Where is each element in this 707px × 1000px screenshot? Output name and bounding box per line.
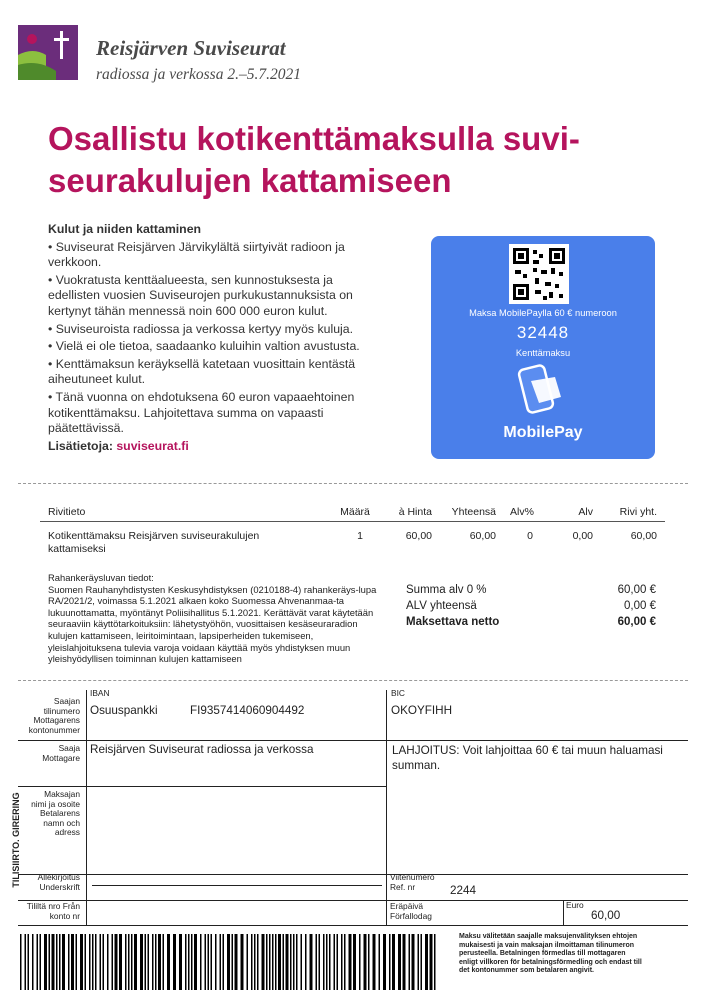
row-vat: 0,00: [572, 530, 593, 542]
org-title: Reisjärven Suviseurat: [96, 36, 286, 60]
barcode-bar: [272, 934, 274, 990]
info-block: [48, 222, 388, 454]
barcode-bar: [392, 934, 395, 990]
barcode-bar: [28, 934, 30, 990]
barcode-bar: [125, 934, 127, 990]
summary-value-3: 60,00 €: [617, 616, 656, 628]
barcode-bar: [257, 934, 259, 990]
reference-value: 2244: [450, 884, 477, 897]
barcode-bar: [329, 934, 331, 990]
form-line: [18, 740, 688, 741]
account-label: Saajan tilinumero Mottagarens kontonummer: [28, 696, 80, 735]
row-qty: 1: [357, 530, 363, 542]
iban-value: FI9357414060904492: [190, 704, 305, 717]
col-price: à Hinta: [398, 506, 432, 518]
col-total: Yhteensä: [451, 506, 496, 518]
euro-label: Euro: [566, 900, 584, 910]
mobilepay-number: 32448: [516, 323, 570, 342]
barcode-bar: [211, 934, 213, 990]
qr-code-icon: [509, 244, 569, 304]
bic-label: BIC: [391, 688, 405, 698]
barcode-bar: [379, 934, 381, 990]
info-item: • Vuokratusta kenttäalueesta, sen kunnostuksesta ja edellisten vuosien Suviseurojen purkukustannuksista on kertynyt tähän mennessä noin 600 000 euron kulut.: [48, 272, 353, 318]
giro-side-label: TILISIIRTO. GIRERING: [11, 792, 21, 888]
barcode-bar: [208, 934, 210, 990]
barcode-bar: [49, 934, 51, 990]
barcode-bar: [40, 934, 42, 990]
barcode-bar: [319, 934, 321, 990]
barcode-bar: [145, 934, 147, 990]
barcode-bar: [128, 934, 130, 990]
row-total: 60,00: [469, 530, 496, 542]
barcode-bar: [305, 934, 307, 990]
barcode-bar: [373, 934, 376, 990]
barcode-bar: [409, 934, 411, 990]
barcode-bar: [227, 934, 230, 990]
barcode-bar: [334, 934, 336, 990]
barcode-bar: [412, 934, 415, 990]
barcode-bar: [59, 934, 61, 990]
summary-label-2: ALV yhteensä: [406, 600, 477, 612]
barcode-bar: [37, 934, 39, 990]
barcode-bar: [247, 934, 249, 990]
barcode-bar: [323, 934, 325, 990]
barcode-bar: [421, 934, 423, 990]
mobilepay-purpose: Kenttämaksu: [515, 348, 571, 358]
summary-label-3: Maksettava netto: [406, 616, 500, 628]
barcode-bar: [52, 934, 55, 990]
form-line: [18, 786, 386, 787]
phone-icon: [517, 363, 565, 415]
barcode-bar: [179, 934, 182, 990]
logo: [18, 25, 78, 80]
barcode-bar: [44, 934, 47, 990]
barcode-bar: [434, 934, 436, 990]
barcode-bar: [119, 934, 122, 990]
barcode-bar: [269, 934, 271, 990]
barcode-bar: [283, 934, 285, 990]
barcode-bar: [353, 934, 356, 990]
barcode-bar: [185, 934, 187, 990]
barcode-bar: [62, 934, 65, 990]
info-item: • Suviseurat Reisjärven Järvikylältä siirtyivät radioon ja verkkoon.: [48, 239, 345, 270]
mobilepay-logo: MobilePay: [503, 424, 583, 441]
barcode-bar: [85, 934, 87, 990]
col-item: Rivitieto: [48, 506, 86, 518]
header-rule: [40, 521, 665, 522]
barcode-bar: [76, 934, 78, 990]
barcode-bar: [95, 934, 97, 990]
col-qty: Määrä: [340, 506, 370, 518]
barcode-bar: [215, 934, 217, 990]
barcode-bar: [92, 934, 94, 990]
summary-value-1: 60,00 €: [617, 584, 656, 596]
barcode-bar: [80, 934, 83, 990]
barcode-bar: [25, 934, 27, 990]
from-account-label: Tililtä nro Från konto nr: [26, 901, 80, 921]
barcode-bar: [389, 934, 391, 990]
payment-message: LAHJOITUS: Voit lahjoittaa 60 € tai muun haluamasi summan.: [392, 744, 663, 772]
form-line: [18, 925, 688, 926]
form-line: [18, 900, 688, 901]
form-line: [18, 874, 688, 875]
col-row-total: Rivi yht.: [619, 506, 657, 518]
barcode-bar: [220, 934, 222, 990]
row-item-line-1: Kotikenttämaksu Reisjärven suviseurakulujen: [48, 530, 260, 542]
barcode-bar: [398, 934, 401, 990]
barcode-bar: [89, 934, 91, 990]
barcode-bar: [103, 934, 105, 990]
divider: [18, 483, 688, 484]
form-line: [563, 900, 564, 925]
website-link[interactable]: suviseurat.fi: [116, 438, 189, 453]
barcode-bar: [173, 934, 176, 990]
barcode-bar: [359, 934, 361, 990]
barcode: [20, 934, 440, 990]
barcode-bar: [266, 934, 268, 990]
permit-text: Suomen Rauhanyhdistysten Keskusyhdistyksen (0210188-4) rahankeräys-lupa RA/2021/2, voimassa 5.1.2021 alkaen koko Suomessa Ahvenanmaa-ta lukuunottamatta, myöntänyt Poliisihallitus 5.1.2021. Kerättävät varat käytetään seuraaviin käyttötarkoituksiin: lähetystyöhön, vuosittaisen kesäseuraradion kulujen kattamiseen, leiritoimintaan, lapsiperheiden tukemiseen, yleislahjoituksena tulevia varoja voidaan käyttää myös yhdistyksen muun yleishyödyllisen toiminnan kulujen kattamiseen: [48, 583, 377, 665]
barcode-bar: [275, 934, 277, 990]
payment-disclaimer: Maksu välitetään saajalle maksujenvälityksen ehtojen mukaisesti ja vain maksajan ilmoittaman tilinumeron perusteella. Betalningen förmedlas till mottagaren enligt villkoren för betalningsförmedling och endast till det kontonummer som betalaren angivit.: [459, 933, 642, 974]
mobilepay-instruction: Maksa MobilePaylla 60 € numeroon: [469, 308, 617, 318]
barcode-bar: [364, 934, 367, 990]
barcode-bar: [293, 934, 295, 990]
barcode-bar: [68, 934, 70, 990]
payer-label: Maksajan nimi ja osoite Betalarens namn och adress: [31, 789, 80, 838]
barcode-bar: [140, 934, 143, 990]
more-info-label: Lisätietoja:: [48, 438, 113, 453]
recipient-value: Reisjärven Suviseurat radiossa ja verkossa: [90, 743, 314, 756]
permit-title: Rahankeräysluvan tiedot:: [48, 572, 154, 583]
barcode-bar: [262, 934, 265, 990]
info-item: • Vielä ei ole tietoa, saadaanko kuluihin valtion avustusta.: [48, 339, 360, 354]
info-list: [48, 240, 388, 437]
barcode-bar: [191, 934, 193, 990]
row-price: 60,00: [405, 530, 432, 542]
barcode-bar: [241, 934, 244, 990]
row-vat-pct: 0: [527, 530, 533, 542]
barcode-bar: [158, 934, 161, 990]
info-item: • Kenttämaksun keräyksellä katetaan vuosittain kentästä aiheutuneet kulut.: [48, 356, 356, 387]
barcode-bar: [326, 934, 328, 990]
barcode-bar: [316, 934, 318, 990]
headline-line-2: seurakulujen kattamiseen: [48, 162, 452, 199]
recipient-label: Saaja Mottagare: [42, 743, 80, 763]
col-vat-pct: Alv%: [510, 506, 534, 518]
org-subtitle: radiossa ja verkossa 2.–5.7.2021: [96, 66, 301, 83]
row-row-total: 60,00: [630, 530, 657, 542]
info-item: • Tänä vuonna on ehdotuksena 60 euron vapaaehtoinen kotikenttämaksu. Lahjoitettava summa on vapaasti päätettävissä.: [48, 389, 355, 436]
barcode-bar: [131, 934, 133, 990]
barcode-bar: [403, 934, 406, 990]
barcode-bar: [71, 934, 74, 990]
barcode-bar: [430, 934, 433, 990]
fundraising-permit: [48, 572, 388, 665]
barcode-bar: [56, 934, 58, 990]
barcode-bar: [286, 934, 289, 990]
barcode-bar: [155, 934, 157, 990]
info-heading: Kulut ja niiden kattaminen: [48, 222, 202, 236]
barcode-bar: [112, 934, 114, 990]
barcode-bar: [251, 934, 253, 990]
barcode-bar: [368, 934, 370, 990]
iban-label: IBAN: [90, 688, 110, 698]
signature-label: Allekirjoitus Underskrift: [37, 872, 80, 892]
barcode-bar: [344, 934, 346, 990]
row-item-line-2: kattamiseksi: [48, 543, 106, 555]
barcode-bar: [152, 934, 154, 990]
bic-value: OKOYFIHH: [391, 704, 453, 717]
barcode-bar: [254, 934, 256, 990]
barcode-bar: [167, 934, 170, 990]
info-item: • Suviseuroista radiossa ja verkossa kertyy myös kuluja.: [48, 321, 354, 336]
barcode-bar: [188, 934, 190, 990]
barcode-bar: [349, 934, 352, 990]
col-vat: Alv: [578, 506, 593, 518]
table-row: [48, 530, 259, 556]
due-date-label: Eräpäivä Förfallodag: [390, 901, 432, 921]
form-line: [386, 690, 387, 925]
headline: [48, 118, 668, 202]
barcode-bar: [148, 934, 150, 990]
barcode-bar: [100, 934, 102, 990]
barcode-bar: [163, 934, 165, 990]
barcode-bar: [107, 934, 109, 990]
summary-value-2: 0,00 €: [624, 600, 656, 612]
signature-line: [92, 885, 382, 886]
barcode-bar: [205, 934, 207, 990]
barcode-bar: [223, 934, 225, 990]
more-info: [48, 439, 388, 455]
headline-line-1: Osallistu kotikenttämaksulla suvi-: [48, 120, 580, 157]
form-line: [86, 690, 87, 925]
barcode-bar: [296, 934, 298, 990]
barcode-bar: [115, 934, 118, 990]
divider: [18, 680, 688, 681]
barcode-bar: [425, 934, 428, 990]
barcode-bar: [418, 934, 420, 990]
barcode-bar: [278, 934, 281, 990]
mobilepay-card: [431, 236, 655, 459]
barcode-bar: [200, 934, 202, 990]
barcode-bar: [20, 934, 22, 990]
summary-label-1: Summa alv 0 %: [406, 584, 487, 596]
reference-label: Viitenumero Ref. nr: [390, 872, 435, 892]
barcode-bar: [194, 934, 197, 990]
barcode-bar: [341, 934, 343, 990]
barcode-bar: [32, 934, 34, 990]
barcode-bar: [235, 934, 238, 990]
barcode-bar: [290, 934, 292, 990]
amount-value: 60,00: [591, 909, 621, 922]
barcode-bar: [337, 934, 339, 990]
barcode-bar: [232, 934, 234, 990]
barcode-bar: [310, 934, 313, 990]
bank-name: Osuuspankki: [90, 704, 158, 717]
barcode-bar: [383, 934, 386, 990]
barcode-bar: [134, 934, 137, 990]
barcode-bar: [301, 934, 303, 990]
